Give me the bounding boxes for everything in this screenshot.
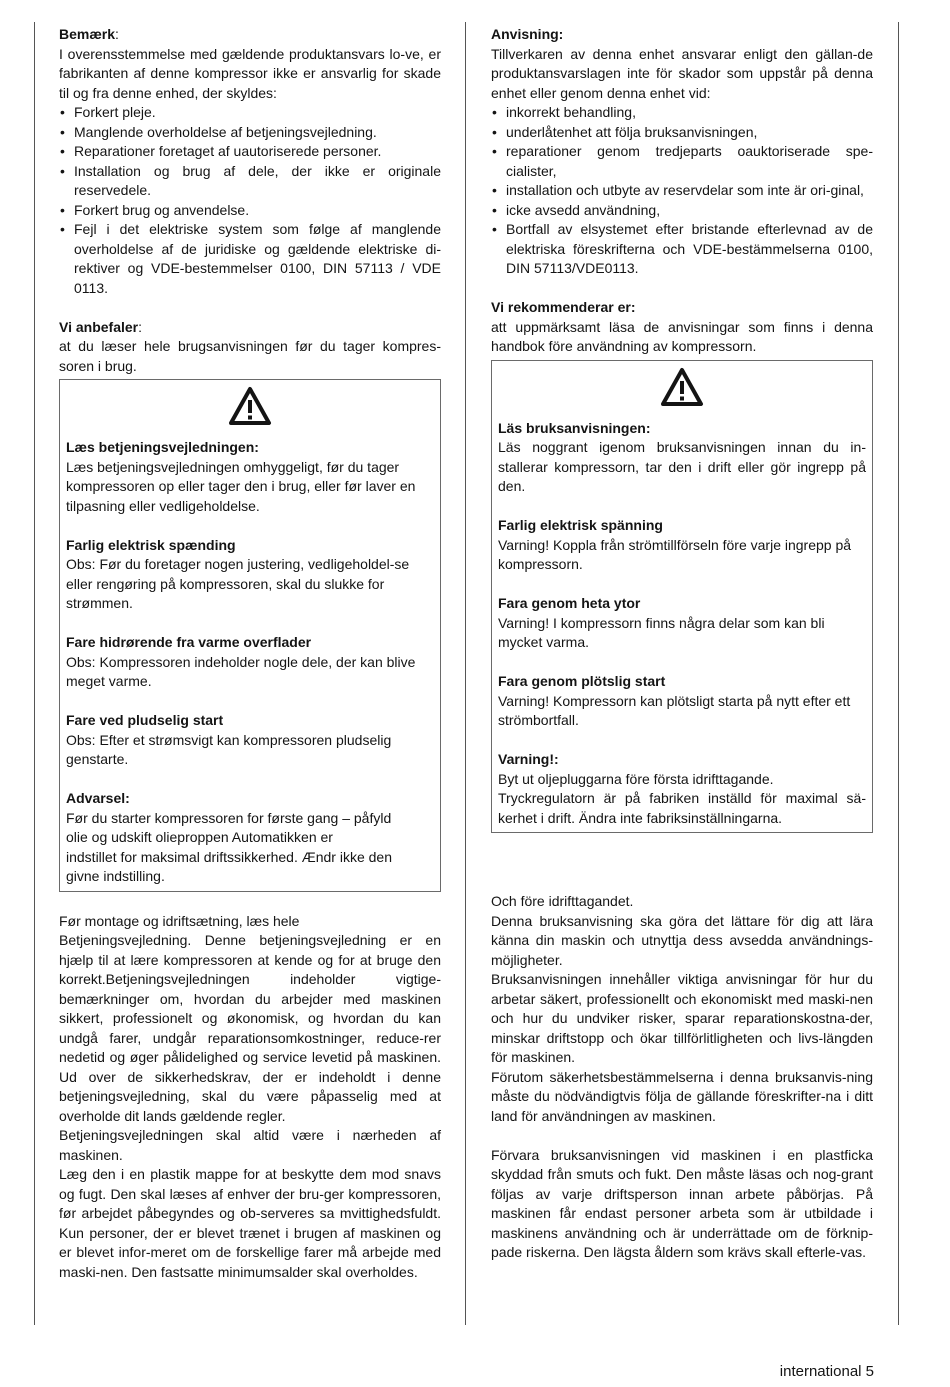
- note-heading: Bemærk:: [59, 26, 119, 42]
- list-item: • Forkert pleje.: [59, 103, 441, 123]
- list-item: • reparationer genom tredjeparts oauktoriserade spe-cialister,: [491, 142, 873, 181]
- section-line: givne indstilling.: [66, 868, 165, 884]
- body-paragraph: Betjeningsvejledningen skal altid være i nærheden af maskinen.: [59, 1127, 441, 1163]
- section-line: indstillet for maksimal driftssikkerhed. Ændr ikke den: [66, 848, 393, 865]
- body-paragraph: Bruksanvisningen innehåller viktiga anvisningar för hur du arbetar säkert, professionellt och ekonomiskt med maski-nen och hur du undviker risker, sparar reparationskostna-der, minskar driftstopp och ökar tillförlitligheten och livs-längden för maskinen.: [491, 971, 873, 1065]
- safety-warning-box: [491, 360, 873, 834]
- note-list: [491, 103, 873, 279]
- box-section-hot-surfaces: [498, 594, 866, 653]
- section-text: Obs: Efter et strømsvigt kan kompressoren pludselig genstarte.: [66, 731, 392, 767]
- list-item: • inkorrekt behandling,: [491, 103, 873, 123]
- body-paragraph: Denna bruksanvisning ska göra det lättare för dig att lära känna din maskin och utnyttja dess avsedda användnings-möjligheter.: [491, 912, 873, 968]
- list-item: • Installation og brug af dele, der ikke er originale reservedele.: [59, 162, 441, 201]
- section-title: Farlig elektrisk spänning: [498, 517, 663, 533]
- section-text: Obs: Kompressoren indeholder nogle dele, der kan blive meget varme.: [66, 653, 416, 689]
- section-line: Før du starter kompressoren for første gang – påfyld: [66, 809, 392, 826]
- section-title: Advarsel:: [66, 790, 130, 806]
- list-item: • Manglende overholdelse af betjeningsvejledning.: [59, 123, 441, 143]
- list-item: • underlåtenhet att följa bruksanvisningen,: [491, 123, 873, 143]
- box-section-electric: [66, 536, 434, 614]
- section-title: Fara genom heta ytor: [498, 595, 641, 611]
- section-text: Obs: Før du foretager nogen justering, vedligeholdel-se eller rengøring på kompressoren, skal du slukke for strømmen.: [66, 556, 410, 611]
- section-text: Tryckregulatorn är på fabriken inställd för maximal sä-kerhet i drift. Ändra inte fabriksinställningarna.: [498, 790, 866, 826]
- warning-triangle-icon: [228, 386, 272, 426]
- body-line: Før montage og idriftsætning, læs hele: [59, 912, 300, 929]
- warning-triangle-icon: [660, 367, 704, 407]
- section-line: Byt ut oljepluggarna före första idrifttagande.: [498, 770, 774, 787]
- section-text: Varning! I kompressorn finns några delar som kan bli mycket varma.: [498, 614, 825, 650]
- list-item: • installation och utbyte av reservdelar som inte är ori-ginal,: [491, 181, 873, 201]
- note-list: [59, 103, 441, 298]
- body-paragraph: Förutom säkerhetsbestämmelserna i denna bruksanvis-ning måste du nödvändigtvis följa de gällande föreskrifter-na i ditt land för användningen av maskinen.: [491, 1068, 873, 1124]
- section-text: Läs noggrant igenom bruksanvisningen innan du in-stallerar kompressorn, tar den i drift eller gör ingrepp på den.: [498, 439, 866, 494]
- section-text: Læs betjeningsvejledningen omhyggeligt, før du tager kompressoren op eller tager den i brug, eller før laver en tilpasning eller vedligeholdelse.: [66, 458, 416, 514]
- right-margin-rule: [898, 22, 899, 1325]
- section-text: Varning! Koppla från strömtillförseln före varje ingrepp på kompressorn.: [498, 536, 852, 572]
- recommend-text: att uppmärksamt läsa de anvisningar som finns i denna handbok före användning av kompressorn.: [491, 318, 873, 354]
- safety-warning-box: [59, 379, 441, 892]
- body-line: Och före idrifttagandet.: [491, 893, 634, 909]
- box-section-hot-surfaces: [66, 633, 434, 692]
- box-section-warning: [498, 750, 866, 828]
- section-title: Farlig elektrisk spænding: [66, 536, 236, 553]
- box-section-read-manual: [498, 419, 866, 497]
- list-item: • icke avsedd användning,: [491, 201, 873, 221]
- list-item: • Bortfall av elsystemet efter bristande efterlevnad av de elektriska föreskrifterna och VDE-bestämmelserna 0100, DIN 57113/VDE0113.: [491, 220, 873, 279]
- box-section-sudden-start: [498, 672, 866, 731]
- recommend-heading: Vi anbefaler:: [59, 318, 143, 335]
- body-paragraph: Förvara bruksanvisningen vid maskinen i en plastficka skyddad från smuts och fukt. Den måste läsas och nog-grant följas av varje driftsperson innan arbete påbörjas. På maskinen får endast personer arbeta som är utbildade i maskinens användning och är underrättade om de förknip-pade riskerna. Den lägsta åldern som krävs skall efterle-vas.: [491, 1146, 873, 1260]
- section-title: Varning!:: [498, 751, 559, 767]
- section-title: Läs bruksanvisningen:: [498, 419, 651, 436]
- section-text: Varning! Kompressorn kan plötsligt starta på nytt efter ett strömbortfall.: [498, 692, 851, 728]
- note-intro: Tillverkaren av denna enhet ansvarar enligt den gällan-de produktansvarslagen inte för skador som uppstår på denna enhet eller genom denna enhet vid:: [491, 45, 873, 101]
- list-item: • Fejl i det elektriske system som følge af manglende overholdelse af de juridiske og gældende elektriske di-rektiver og VDE-bestemmelser 0100, DIN 57113 / VDE 0113.: [59, 220, 441, 298]
- swedish-body-text: [491, 892, 873, 1263]
- recommend-heading: Vi rekommenderar er:: [491, 299, 636, 315]
- note-intro: I overensstemmelse med gældende produktansvars lo-ve, er fabrikanten af denne kompressor ikke er ansvarlig for skade til og fra denne enhed, der skyldes:: [59, 45, 441, 101]
- box-section-warning: [66, 789, 434, 887]
- note-heading: Anvisning:: [491, 26, 564, 42]
- danish-body-text: [59, 912, 441, 1283]
- section-line: olie og udskift olieproppen Automatikken er: [66, 829, 333, 845]
- recommend-text: at du læser hele brugsanvisningen før du tager kompres-soren i brug.: [59, 338, 441, 374]
- section-title: Fare ved pludselig start: [66, 712, 224, 728]
- center-rule: [465, 22, 466, 1325]
- body-paragraph: Læg den i en plastik mappe for at beskytte dem mod snavs og fugt. Den skal læses af enhver der bru-ger kompressoren, før arbejdet påbegyndes og ob-serveres sa mvittighedsfuldt. Kun personer, der er blevet trænet i brugen af maskinen og er blevet infor-meret om de forskellige farer må arbejde med maski-nen. Den fastsatte minimumsalder skal overholdes.: [59, 1166, 441, 1280]
- body-paragraph: Betjeningsvejledning. Denne betjeningsvejledning er en hjælp til at lære kompressoren at kende og for at bruge den korrekt.Betjeningsvejledningen indeholder vigtige-bemærkninger om, hvordan du arbejder med maskinen sikkert, professionelt og økonomisk, og hvordan du kan undgå farer, undgår reparationsomkostninger, reduce-rer nedetid og øger pålidelighed og service levetid på maskinen. Ud over de sikkerhedskrav, der er indeholdt i denne betjeningsvejledning, skal du være påpasselig med at overholde dit lands gældende regler.: [59, 932, 441, 1124]
- list-item: • Forkert brug og anvendelse.: [59, 201, 441, 221]
- section-title: Fare hidrørende fra varme overflader: [66, 634, 312, 650]
- list-item: • Reparationer foretaget af uautoriserede personer.: [59, 142, 441, 162]
- left-margin-rule: [34, 22, 35, 1325]
- swedish-column: [491, 25, 873, 1263]
- danish-column: [59, 25, 441, 1282]
- page-number: international 5: [779, 1363, 874, 1380]
- box-section-sudden-start: [66, 711, 434, 770]
- box-section-read-manual: [66, 438, 434, 516]
- section-title: Fara genom plötslig start: [498, 673, 666, 689]
- box-section-electric: [498, 516, 866, 575]
- section-title: Læs betjeningsvejledningen:: [66, 439, 259, 455]
